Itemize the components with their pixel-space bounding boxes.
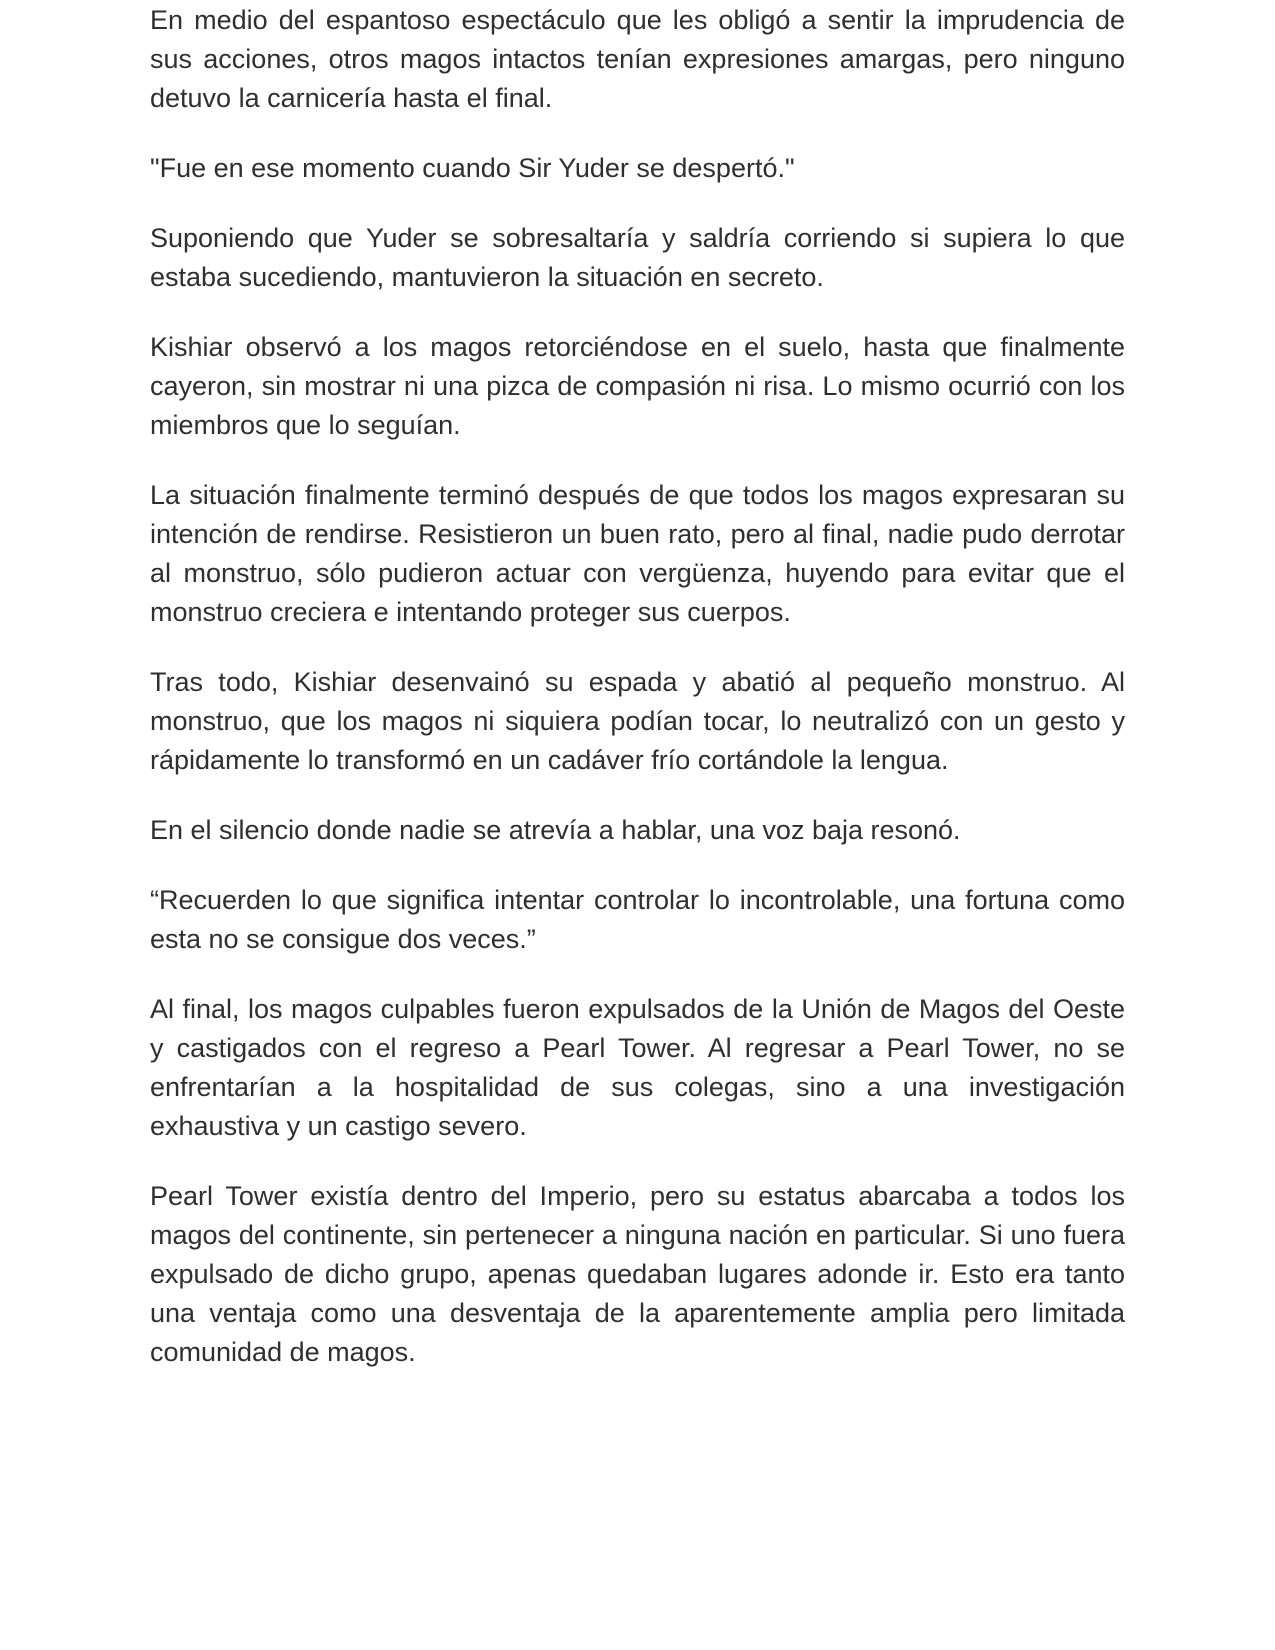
document-page (150, 0, 1125, 1403)
paragraph-5: La situación finalmente terminó después de que todos los magos expresaran su intención de rendirse. Resistieron un buen rato, pero al final, nadie pudo derrotar al monstruo, sólo pudieron actuar con vergüenza, huyendo para evitar que el monstruo creciera e intentando proteger sus cuerpos. (150, 480, 1125, 627)
paragraph-7: En el silencio donde nadie se atrevía a hablar, una voz baja resonó. (150, 815, 961, 845)
paragraph-10: Pearl Tower existía dentro del Imperio, pero su estatus abarcaba a todos los magos del continente, sin pertenecer a ninguna nación en particular. Si uno fuera expulsado de dicho grupo, apenas quedaban lugares adonde ir. Esto era tanto una ventaja como una desventaja de la aparentemente amplia pero limitada comunidad de magos. (150, 1181, 1125, 1367)
paragraph-1: En medio del espantoso espectáculo que les obligó a sentir la imprudencia de sus acciones, otros magos intactos tenían expresiones amargas, pero ninguno detuvo la carnicería hasta el final. (150, 5, 1125, 113)
paragraph-9: Al final, los magos culpables fueron expulsados de la Unión de Magos del Oeste y castigados con el regreso a Pearl Tower. Al regresar a Pearl Tower, no se enfrentarían a la hospitalidad de sus colegas, sino a una investigación exhaustiva y un castigo severo. (150, 994, 1125, 1141)
paragraph-2: "Fue en ese momento cuando Sir Yuder se despertó." (150, 153, 795, 183)
paragraph-4: Kishiar observó a los magos retorciéndose en el suelo, hasta que finalmente cayeron, sin mostrar ni una pizca de compasión ni risa. Lo mismo ocurrió con los miembros que lo seguían. (150, 332, 1125, 440)
paragraph-3: Suponiendo que Yuder se sobresaltaría y saldría corriendo si supiera lo que estaba sucediendo, mantuvieron la situación en secreto. (150, 223, 1125, 292)
paragraph-8: “Recuerden lo que significa intentar controlar lo incontrolable, una fortuna como esta no se consigue dos veces.” (150, 885, 1125, 954)
paragraph-6: Tras todo, Kishiar desenvainó su espada y abatió al pequeño monstruo. Al monstruo, que los magos ni siquiera podían tocar, lo neutralizó con un gesto y rápidamente lo transformó en un cadáver frío cortándole la lengua. (150, 667, 1125, 775)
